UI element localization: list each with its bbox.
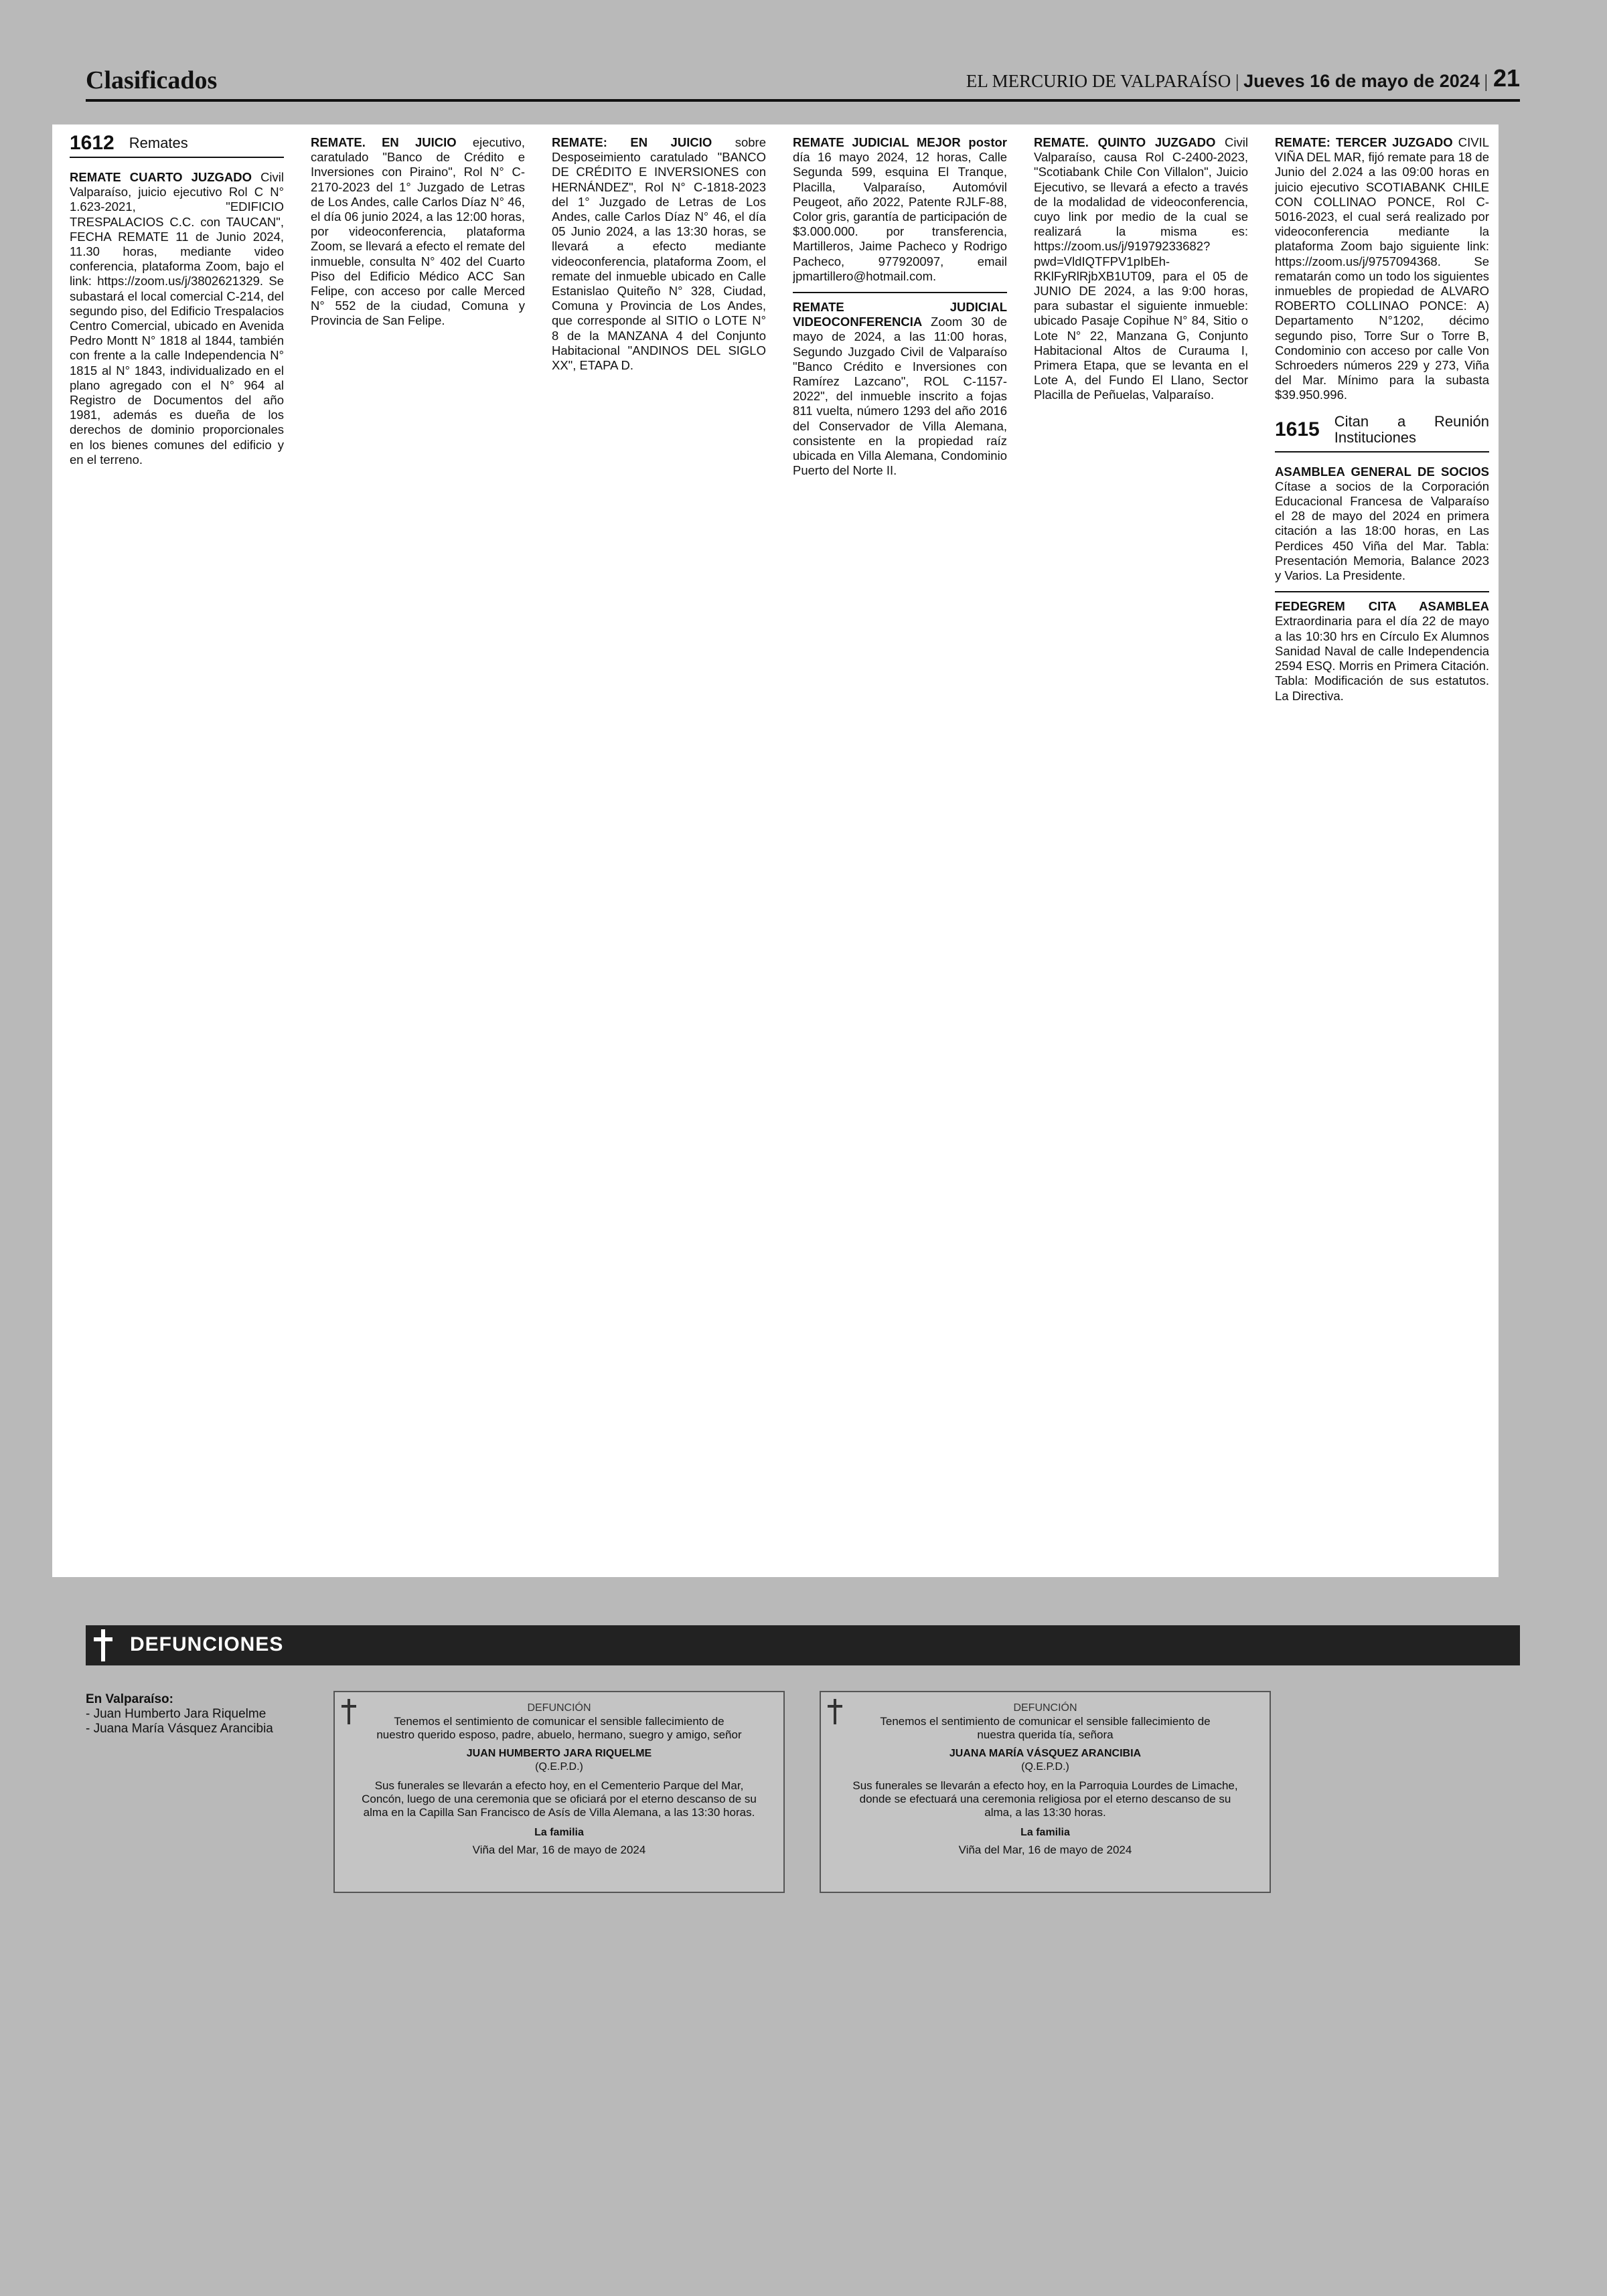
section-number: 1615	[1275, 418, 1320, 440]
section-name: Remates	[129, 135, 188, 151]
notice-text: Cítase a socios de la Corporación Educacional Francesa de Valparaíso el 28 de mayo del 2024 en primera citación a las 18:00 horas, en Las Perdices 450 Viña del Mar. Tabla: Presentación Memoria, Balance 2023 y Varios. La Presidente.	[1275, 479, 1489, 583]
family-signature: La familia	[534, 1827, 584, 1838]
column-2	[311, 135, 525, 1568]
defunciones-title: DEFUNCIONES	[130, 1633, 284, 1655]
notice-heading: REMATE. QUINTO JUZGADO	[1034, 135, 1216, 149]
notice	[311, 135, 525, 329]
notice-text: ejecutivo, caratulado "Banco de Crédito e Inversiones con Piraino", Rol N° C-2170-2023 del 1° Juzgado de Letras de Los Andes, calle Carlos Díaz N° 46, el día 06 junio 2024, a las 12:00 horas, por videoconferencia, plataforma Zoom, se llevará a efecto el remate del inmueble, consulta N° 402 del Cuarto Piso del Edificio Médico ACC San Felipe, con acceso por calle Merced N° 552 de la ciudad, Comuna y Provincia de San Felipe.	[311, 135, 525, 328]
column-1	[70, 135, 284, 1568]
funeral-details: Sus funerales se llevarán a efecto hoy, en el Cementerio Parque del Mar, Concón, luego de una ceremonia que se oficiará por el eterno descanso de su alma en la Capilla San Francisco de Asís de Villa Alemana, a las 13:30 horas.	[362, 1779, 757, 1819]
deceased-name: - Juana María Vásquez Arancibia	[86, 1722, 273, 1736]
defunciones-index	[86, 1692, 273, 1736]
region-heading: En Valparaíso:	[86, 1692, 173, 1706]
issue-date: Jueves 16 de mayo de 2024	[1243, 71, 1480, 91]
notice	[1275, 599, 1489, 703]
notice	[793, 300, 1007, 478]
classified-panel	[52, 125, 1499, 1577]
section-name: Citan a Reunión Instituciones	[1334, 412, 1489, 446]
notice-text: Civil Valparaíso, juicio ejecutivo Rol C N° 1.623-2021, "EDIFICIO TRESPALACIOS C.C. con TAUCAN", FECHA REMATE 11 de Junio 2024, 11.30 horas, mediante video conferencia, plataforma Zoom, bajo el link: https://zoom.us/j/3802621329. Se subastará el local comercial C-214, del segundo piso, del Edificio Trespalacios Centro Comercial, ubicado en Avenida Pedro Montt N° 1818 al 1844, también con frente a la calle Independencia N° 1815 al N° 1843, individualizado en el plano agregado con el N° 964 al Registro de Documentos del año 1981, además es dueña de los derechos de dominio proporcionales en los bienes comunes del edificio y en el terreno.	[70, 170, 284, 467]
notice-lead: Tenemos el sentimiento de comunicar el sensible fallecimiento de nuestra querida tía, señora	[880, 1715, 1211, 1741]
deceased-full-name: JUAN HUMBERTO JARA RIQUELME	[466, 1748, 652, 1759]
notice-lead: Tenemos el sentimiento de comunicar el sensible fallecimiento de nuestro querido esposo, padre, abuelo, hermano, suegro y amigo, señor	[376, 1715, 742, 1741]
notice-kind: DEFUNCIÓN	[1013, 1702, 1077, 1714]
defunciones-bar	[86, 1625, 1520, 1665]
notice-text: Extraordinaria para el día 22 de mayo a las 10:30 hrs en Círculo Ex Alumnos Sanidad Naval de calle Independencia 2594 ESQ. Morris en Primera Citación. Tabla: Modificación de sus estatutos. La Directiva.	[1275, 614, 1489, 703]
notice-heading: ASAMBLEA GENERAL DE SOCIOS	[1275, 464, 1489, 479]
notice-kind: DEFUNCIÓN	[527, 1702, 591, 1714]
masthead: EL MERCURIO DE VALPARAÍSO | Jueves 16 de mayo de 2024 |	[966, 71, 1488, 91]
qepd: (Q.E.P.D.)	[535, 1761, 583, 1773]
notice	[1275, 135, 1489, 403]
cross-icon	[94, 1629, 112, 1661]
notice-text: sobre Desposeimiento caratulado "BANCO DE CRÉDITO E INVERSIONES con HERNÁNDEZ", Rol N° C-1818-2023 del 1° Juzgado de Letras de Los Andes, calle Carlos Díaz N° 46, el día 05 Junio 2024, a las 13:30 horas, se llevará a efecto mediante videoconferencia, plataforma Zoom, el remate del inmueble ubicado en Calle Estanislao Quiteño N° 328, Ciudad, Comuna y Provincia de Los Andes, que corresponde al SITIO o LOTE N° 8 de la MANZANA 4 del Conjunto Habitacional "ANDINOS DEL SIGLO XX", ETAPA D.	[552, 135, 766, 373]
place-date: Viña del Mar, 16 de mayo de 2024	[472, 1843, 646, 1856]
funeral-details: Sus funerales se llevarán a efecto hoy, en la Parroquia Lourdes de Limache, donde se efectuará una ceremonia religiosa por el eterno descanso de su alma, a las 13:30 horas.	[852, 1779, 1238, 1819]
death-notice	[820, 1691, 1271, 1893]
page-header	[86, 64, 1520, 102]
notice-heading: REMATE: EN JUICIO	[552, 135, 712, 149]
section-number: 1612	[70, 135, 114, 154]
notice-heading: FEDEGREM CITA ASAMBLEA	[1275, 599, 1489, 614]
newspaper-name: EL MERCURIO DE VALPARAÍSO	[966, 71, 1231, 91]
notice-heading: REMATE JUDICIAL MEJOR postor	[793, 135, 1007, 149]
deceased-full-name: JUANA MARÍA VÁSQUEZ ARANCIBIA	[949, 1748, 1142, 1759]
notice-heading: REMATE. EN JUICIO	[311, 135, 457, 149]
cross-icon	[828, 1699, 842, 1724]
notice-heading: REMATE: TERCER JUZGADO	[1275, 135, 1453, 149]
death-notice	[333, 1691, 785, 1893]
column-3	[552, 135, 766, 1568]
notice	[70, 170, 284, 467]
notice	[1034, 135, 1248, 403]
notice-heading: REMATE CUARTO JUZGADO	[70, 170, 252, 184]
notice-heading: REMATE JUDICIAL VIDEOCONFERENCIA	[793, 300, 1007, 329]
page-number: 21	[1493, 64, 1520, 92]
notice-text: Zoom 30 de mayo de 2024, a las 11:00 horas, Segundo Juzgado Civil de Valparaíso "Banco Crédito e Inversiones con Ramírez Lazcano", ROL C-1157-2022", del inmueble inscrito a fojas 811 vuelta, número 1293 del año 2016 del Conservador de Villa Alemana, consistente en la propiedad raíz ubicada en Villa Alemana, Condominio Puerto del Norte II.	[793, 315, 1007, 478]
column-4	[793, 135, 1007, 1568]
notice-text: día 16 mayo 2024, 12 horas, Calle Segunda 599, esquina El Tranque, Placilla, Valparaíso, Automóvil Peugeot, año 2022, Patente RJLF-88, Color gris, garantía de participación de $3.000.000. por transferencia, Martilleros, Jaime Pacheco y Rodrigo Pacheco, 977920097, email jpmartillero@hotmail.com.	[793, 150, 1007, 283]
family-signature: La familia	[1020, 1827, 1070, 1838]
notice-text: Civil Valparaíso, causa Rol C-2400-2023, "Scotiabank Chile Con Villalon", Juicio Ejecutivo, se llevará a efecto a través de la modalidad de videoconferencia, cuyo link por medio de la cual se realizará la misma es: https://zoom.us/j/91979233682?pwd=VldIQTFPV1pIbEh-RKlFyRlRjbXB1UT09, para el 05 de JUNIO DE 2024, a las 9:00 horas, para subastar el siguiente inmueble: ubicado Pasaje Copihue N° 84, Sitio o Lote N° 22, Manzana G, Conjunto Habitacional Altos de Curauma I, Primera Etapa, que se levanta en el Lote A, del Fundo El Llano, Sector Placilla de Peñuelas, Valparaíso.	[1034, 135, 1248, 402]
notice	[1275, 465, 1489, 584]
section-head-remates	[70, 135, 284, 158]
notice-text: CIVIL VIÑA DEL MAR, fijó remate para 18 de Junio del 2.024 a las 09:00 horas en juicio ejecutivo SCOTIABANK CHILE CON COLLINAO PONCE, Rol C-5016-2023, el cual será realizado por videoconferencia mediante la plataforma Zoom bajo siguiente link: https://zoom.us/j/9757094368. Se rematarán como un todo los siguientes inmuebles de propiedad de ALVARO ROBERTO COLLINAO PONCE: A) Departamento N°1202, décimo segundo piso, Torre Sur o Torre B, Condominio con acceso por calle Von Schroeders números 229 y 273, Viña del Mar. Mínimo para la subasta $39.950.996.	[1275, 135, 1489, 402]
divider	[793, 292, 1007, 293]
cross-icon	[341, 1699, 356, 1724]
qepd: (Q.E.P.D.)	[1021, 1761, 1069, 1773]
deceased-name: - Juan Humberto Jara Riquelme	[86, 1707, 266, 1721]
divider	[1275, 591, 1489, 592]
notice	[793, 135, 1007, 284]
column-6	[1275, 135, 1489, 1568]
place-date: Viña del Mar, 16 de mayo de 2024	[958, 1843, 1132, 1856]
section-title: Clasificados	[86, 66, 218, 94]
section-head-asambleas	[1275, 414, 1489, 453]
notice	[552, 135, 766, 373]
column-5	[1034, 135, 1248, 1568]
